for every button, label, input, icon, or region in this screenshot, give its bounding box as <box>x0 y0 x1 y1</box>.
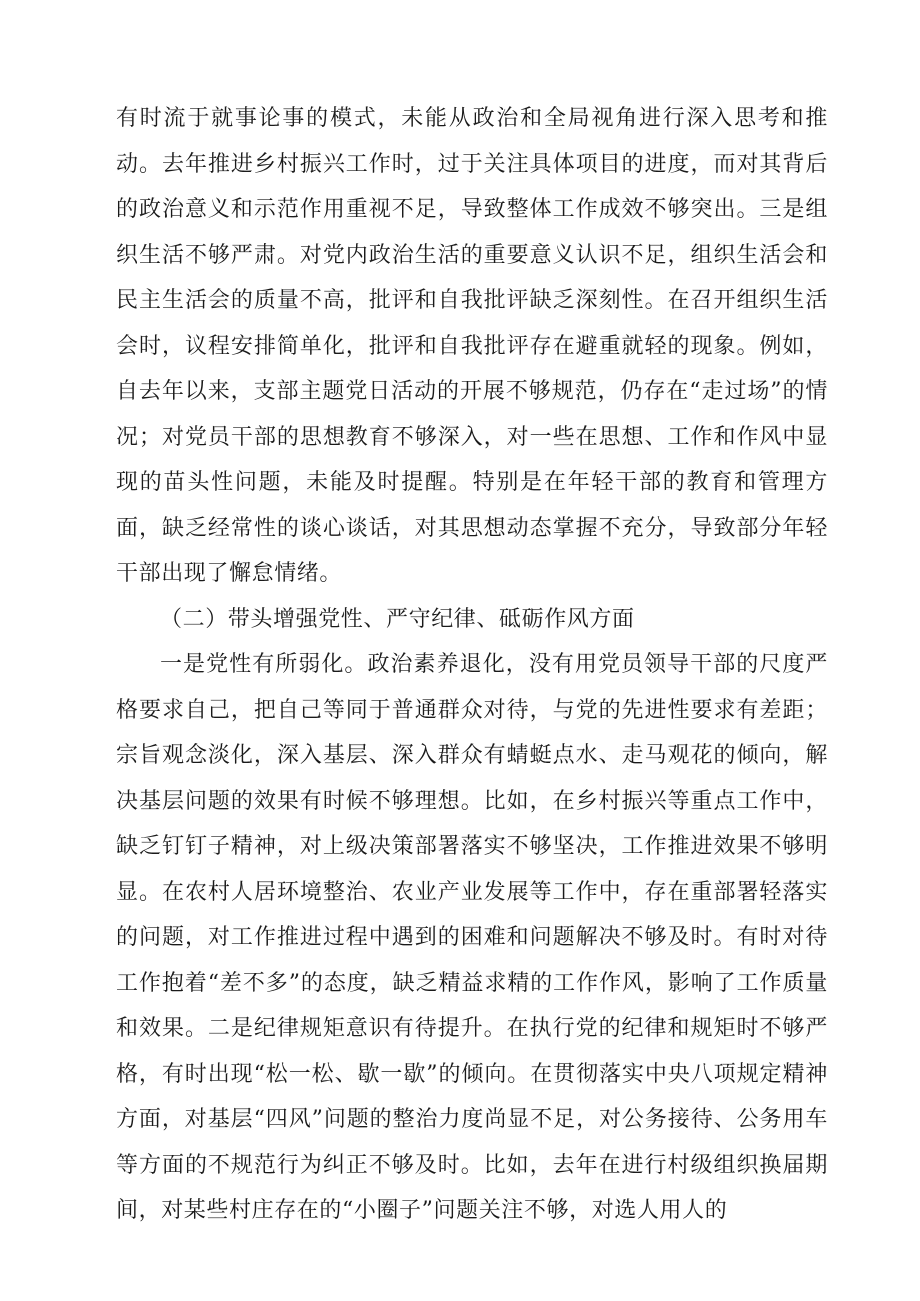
section-heading: （二）带头增强党性、严守纪律、砥砺作风方面 <box>160 606 635 632</box>
document-body <box>116 96 828 1234</box>
paragraph-body: 一是党性有所弱化。政治素养退化，没有用党员领导干部的尺度严格要求自己，把自己等同于普通群众对待，与党的先进性要求有差距；宗旨观念淡化，深入基层、深入群众有蜻蜓点水、走马观花的倾向，解决基层问题的效果有时候不够理想。比如，在乡村振兴等重点工作中，缺乏钉钉子精神，对上级决策部署落实不够坚决，工作推进效果不够明显。在农村人居环境整治、农业产业发展等工作中，存在重部署轻落实的问题，对工作推进过程中遇到的困难和问题解决不够及时。有时对待工作抱着“差不多”的态度，缺乏精益求精的工作作风，影响了工作质量和效果。二是纪律规矩意识有待提升。在执行党的纪律和规矩时不够严格，有时出现“松一松、歇一歇”的倾向。在贯彻落实中央八项规定精神方面，对基层“四风”问题的整治力度尚显不足，对公务接待、公务用车等方面的不规范行为纠正不够及时。比如，去年在进行村级组织换届期间，对某些村庄存在的“小圈子”问题关注不够，对选人用人的 <box>116 652 828 1223</box>
paragraph-continuation: 有时流于就事论事的模式，未能从政治和全局视角进行深入思考和推动。去年推进乡村振兴工作时，过于关注具体项目的进度，而对其背后的政治意义和示范作用重视不足，导致整体工作成效不够突出。三是组织生活不够严肃。对党内政治生活的重要意义认识不足，组织生活会和民主生活会的质量不高，批评和自我批评缺乏深刻性。在召开组织生活会时，议程安排简单化，批评和自我批评存在避重就轻的现象。例如，自去年以来，支部主题党日活动的开展不够规范，仍存在“走过场”的情况；对党员干部的思想教育不够深入，对一些在思想、工作和作风中显现的苗头性问题，未能及时提醒。特别是在年轻干部的教育和管理方面，缺乏经常性的谈心谈话，对其思想动态掌握不充分，导致部分年轻干部出现了懈怠情绪。 <box>116 106 828 586</box>
